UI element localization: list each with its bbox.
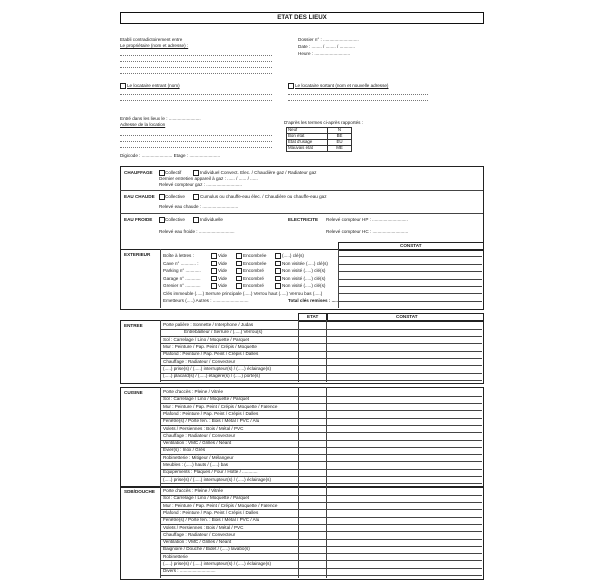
exterieur-vide-checkbox[interactable] [211, 261, 217, 267]
legend-label: Bon état [287, 133, 328, 139]
section-item-line[interactable] [160, 447, 482, 448]
etat-header-label: ETAT [307, 314, 319, 319]
sortant-label: Le locataire sortant (nom et nouvelle adresse) [295, 83, 389, 88]
exterieur-vide-checkbox[interactable] [211, 253, 217, 259]
section-name: SDB/DOUCHE [124, 489, 155, 494]
digicode-field[interactable]: Digicode : ........................ Etage : ........................ [120, 153, 221, 158]
section-item-label: Mur : Peinture / Pap. Peint / Crépis / Moquette [163, 343, 257, 349]
exterieur-nonvisite-checkbox[interactable] [275, 276, 281, 282]
releve-eau-chaude-field[interactable]: Relevé eau chaude : ............................ [159, 204, 239, 209]
entrant-label: Le locataire entrant (nom) [127, 83, 180, 88]
cles-immeuble-text[interactable]: Clés immeuble (.....) Serrure principale (.....) Verrou haut (.....) Verrou bas (.....) [163, 291, 323, 296]
legend-code: ME [328, 145, 352, 151]
section-item-label: Chauffage : Radiateur / Convecteur [163, 531, 236, 537]
utilities-sep-1 [120, 190, 483, 191]
sortant-line-2[interactable] [288, 100, 428, 101]
section-item-label: Robinetterie [163, 553, 188, 559]
section-item-label: Plafond : Peinture / Pap. Peint / Crépis / Dalles [163, 410, 259, 416]
exterieur-constat-line[interactable] [338, 293, 482, 294]
proprietaire-line-2[interactable] [120, 61, 272, 62]
section-col-sep [160, 387, 161, 486]
exterieur-nonvisite-checkbox[interactable] [275, 253, 281, 259]
exterieur-vide-label: Vide [218, 253, 228, 258]
exterieur-label: EXTERIEUR [124, 252, 151, 257]
section-item-label: (.....) prise(s) / (.....) interrupteur(s) / (.....) éclairage(s) [163, 365, 271, 371]
exterieur-constat-label: CONSTAT [400, 243, 422, 248]
exterieur-vide-label: Vide [218, 268, 228, 274]
section-item-line[interactable] [160, 380, 482, 381]
legend-code: N [328, 128, 352, 134]
adresse-label: Adresse de la location [120, 122, 166, 127]
exterieur-nonvisite-label: Non visité (.....) clé(s) [282, 283, 326, 289]
releve-hc-field[interactable]: Relevé compteur HC : ............................ [326, 229, 409, 234]
eau-chaude-collective-label: Collective [165, 194, 185, 199]
exterieur-nonvisite-checkbox[interactable] [275, 261, 281, 267]
entrant-checkbox[interactable] [120, 83, 126, 89]
proprietaire-line-1[interactable] [120, 55, 272, 56]
section-item-label: Ventilation : VMC / Grilles / Néant [163, 440, 232, 446]
section-item-label: Porte d'accès : Pleine / Vitrée [163, 488, 224, 493]
exterieur-constat-line[interactable] [338, 271, 482, 272]
eau-froide-individuelle-label: Individuelle [200, 217, 223, 222]
section-item-label: Fenêtre(s) / Porte fen. : Bois / Métal / PVC / Alu [163, 517, 260, 523]
eau-froide-collective-label: Collective [165, 217, 185, 222]
section-item-line[interactable] [160, 483, 482, 484]
section-item-label: Porte d'accès : Pleine / Vitrée [163, 389, 224, 394]
exterieur-col-sep [160, 249, 161, 308]
exterieur-encombre-label: Encombré [243, 268, 264, 274]
legend-row [287, 145, 352, 151]
proprietaire-line-4[interactable] [120, 73, 272, 74]
date-field[interactable]: Date : ........ / ........ / ............ [298, 44, 355, 49]
eau-froide-collective-checkbox[interactable] [159, 217, 165, 223]
eau-chaude-cumulus-checkbox[interactable] [193, 194, 199, 200]
section-name: ENTREE [124, 323, 143, 328]
termes-label: D'après les termes ci-après rapportés : [284, 120, 363, 125]
legend-code: EU [328, 139, 352, 145]
section-item-label: Volets / Persiennes : Bois / Métal / PVC [163, 425, 244, 431]
entrant-line-2[interactable] [120, 100, 272, 101]
dernier-entretien-field[interactable]: Dernier entretien appareil à gaz : ...... / ...... / ...... [159, 176, 258, 181]
proprietaire-line-3[interactable] [120, 67, 272, 68]
section-item-label: (.....) prise(s) / (.....) interrupteur(s) / (.....) éclairage(s) [163, 561, 271, 566]
exterieur-vide-label: Vide [218, 275, 228, 281]
exterieur-row-label: Garage n° ............ [163, 275, 201, 281]
exterieur-vide-label: Vide [218, 260, 228, 266]
dossier-field[interactable]: Dossier n° : ............................ [298, 37, 359, 42]
section-item-label: (.....) placard(s) / (.....) étagère(s) / (.....) porte(s) [163, 373, 260, 379]
section-item-label: Chauffage : Radiateur / Convecteur [163, 432, 236, 438]
emetteurs-text[interactable]: Emetteurs (.....) Autres : ............................ [163, 298, 249, 303]
adresse-line-1[interactable] [120, 135, 272, 136]
exterieur-nonvisite-label: Non visitée (.....) clé(s) [282, 260, 328, 266]
section-item-label: Ventilation : VMC / Grilles / Néant [163, 539, 232, 545]
exterieur-encombre-label: Encombré [243, 275, 264, 281]
exterieur-nonvisite-checkbox[interactable] [275, 283, 281, 289]
section-item-label: Mur : Peinture / Pap. Peint / Crépis / Moquette / Faïence [163, 403, 278, 409]
exterieur-vide-checkbox[interactable] [211, 268, 217, 274]
form-page [112, 10, 490, 582]
exterieur-encombre-checkbox[interactable] [236, 276, 242, 282]
releve-gaz-field[interactable]: Relevé compteur gaz : ............................ [159, 182, 242, 187]
section-item-line[interactable] [160, 575, 482, 576]
eau-froide-individuelle-checkbox[interactable] [193, 217, 199, 223]
chauffage-individuel-checkbox[interactable] [193, 170, 199, 176]
section-item-label: Plafond : Peinture / Pap. Peint / Crépis / Dalles [163, 509, 259, 515]
chauffage-collectif-checkbox[interactable] [159, 170, 165, 176]
section-item-line[interactable] [160, 553, 482, 554]
eau-chaude-opts-label: Cumulus ou chauffe-eau élec. / Chaudière ou chauffe-eau gaz [200, 194, 327, 199]
section-item-label: Porte palière : Sonnette / Interphone / Judas [163, 322, 254, 327]
constat-header-label: CONSTAT [396, 314, 418, 319]
chauffage-individuel-label: Individuel Convect. Elec. / Chaudière gaz / Radiateur gaz [200, 170, 317, 175]
section-item-label: Baignoire / Douche / Bidet / (.....) lavabo(s) [163, 546, 250, 552]
section-item-label: Robinetterie : Mitigeur / Mélangeur [163, 454, 234, 460]
entrant-line-1[interactable] [120, 94, 272, 95]
electricite-label: ELECTRICITE [288, 217, 319, 222]
section-item-label: Evier(s) : Inox / Grès [163, 447, 206, 453]
adresse-line-3[interactable] [120, 147, 272, 148]
exterieur-encombre-checkbox[interactable] [236, 253, 242, 259]
section-item-label: Sol : Carrelage / Lino / Moquette / Parquet [163, 396, 250, 402]
eau-chaude-label: EAU CHAUDE [124, 194, 155, 199]
section-item-label: Fenêtre(s) / Porte fen. : Bois / Métal / PVC / Alu [163, 418, 260, 424]
exterieur-nonvisite-label: (.....) clé(s) [282, 253, 304, 258]
legend-label: Mauvais état [287, 145, 328, 151]
legend-label: Neuf [287, 128, 328, 134]
legend-code: BE [328, 133, 352, 139]
section-item-label: Meubles : (.....) hauts / (.....) bas [163, 462, 229, 467]
heure-field[interactable]: Heure : ............................ [298, 51, 351, 56]
exterieur-encombre-checkbox[interactable] [236, 283, 242, 289]
legend-table [286, 127, 352, 152]
section-item-label: Mur : Peinture / Pap. Peint / Crépis / Moquette / Faïence [163, 502, 278, 508]
eau-froide-label: EAU FROIDE [124, 217, 153, 222]
exterieur-row-label: Boîte à lettres : [163, 253, 194, 258]
exterieur-nonvisite-label: Non visité (.....) clé(s) [282, 268, 326, 274]
section-item-label: Plafond : Peinture / Pap. Peint / Crépis / Dalles [163, 351, 259, 357]
exterieur-vide-checkbox[interactable] [211, 276, 217, 282]
chauffage-label: CHAUFFAGE [124, 170, 153, 175]
form-title: ETAT DES LIEUX [120, 12, 484, 24]
releve-eau-froide-field[interactable]: Relevé eau froide : ............................ [159, 229, 235, 234]
exterieur-nonvisite-checkbox[interactable] [275, 268, 281, 274]
exterieur-vide-label: Vide [218, 283, 228, 289]
section-item-label: (.....) prise(s) / (.....) interrupteur(s) / (.....) éclairage(s) [163, 476, 271, 482]
adresse-line-2[interactable] [120, 141, 272, 142]
sortant-line-1[interactable] [288, 94, 428, 95]
exterieur-constat-line[interactable] [338, 286, 482, 287]
exterieur-constat-line[interactable] [338, 256, 482, 257]
exterieur-constat-line[interactable] [338, 279, 482, 280]
exterieur-encombre-label: Encombré [243, 283, 264, 289]
section-etat-sep [298, 387, 299, 486]
section-item-label: Volets / Persiennes : Bois / Métal / PVC [163, 524, 244, 530]
exterieur-encombre-label: Encombrée [243, 260, 267, 266]
section-item-label: Equipements : Plaques / Four / Hotte / ............ [163, 469, 258, 475]
exterieur-constat-line[interactable] [338, 264, 482, 265]
exterieur-encombre-label: Encombrée [243, 253, 267, 258]
exterieur-vide-checkbox[interactable] [211, 283, 217, 289]
legend-label: Etat d'usage [287, 139, 328, 145]
exterieur-row-label: Grenier n° ............ [163, 283, 201, 289]
section-item-label: Sol : Carrelage / Lino / Moquette / Parquet [163, 336, 250, 342]
releve-hp-field[interactable]: Relevé compteur HP : ............................ [326, 217, 408, 222]
section-item-label: Chauffage : Radiateur / Convecteur [163, 358, 236, 364]
exterieur-encombre-checkbox[interactable] [236, 268, 242, 274]
exterieur-constat-line[interactable] [338, 301, 482, 302]
chauffage-collectif-label: Collectif [165, 170, 182, 175]
utilities-sep-2 [120, 213, 483, 214]
section-item-label: Sol : Carrelage / Lino / Moquette / Parquet [163, 495, 250, 501]
section-item-label: Entrebâilleur / Serrure / (.....) Verrou(s) [184, 329, 263, 335]
exterieur-row-label: Parking n° ............ [163, 268, 201, 274]
eau-chaude-collective-checkbox[interactable] [159, 194, 165, 200]
exterieur-nonvisite-label: Non visité (.....) clé(s) [282, 275, 326, 281]
etabli-label: Etabli contradictoirement entre [120, 37, 183, 42]
sortant-checkbox[interactable] [288, 83, 294, 89]
exterieur-row-label: Cave n° ............ : [163, 260, 199, 266]
exterieur-encombre-checkbox[interactable] [236, 261, 242, 267]
total-cles-text[interactable]: Total clés remises : ............ [288, 298, 347, 303]
entre-lieux-field[interactable]: Entré dans les lieux le : ......................... [120, 116, 201, 121]
proprietaire-label: Le propriétaire (nom et adresse) : [120, 43, 189, 48]
section-item-label: Divers : ............................ [163, 568, 216, 574]
section-name: CUISINE [124, 390, 143, 395]
section-constat-sep [326, 387, 327, 486]
